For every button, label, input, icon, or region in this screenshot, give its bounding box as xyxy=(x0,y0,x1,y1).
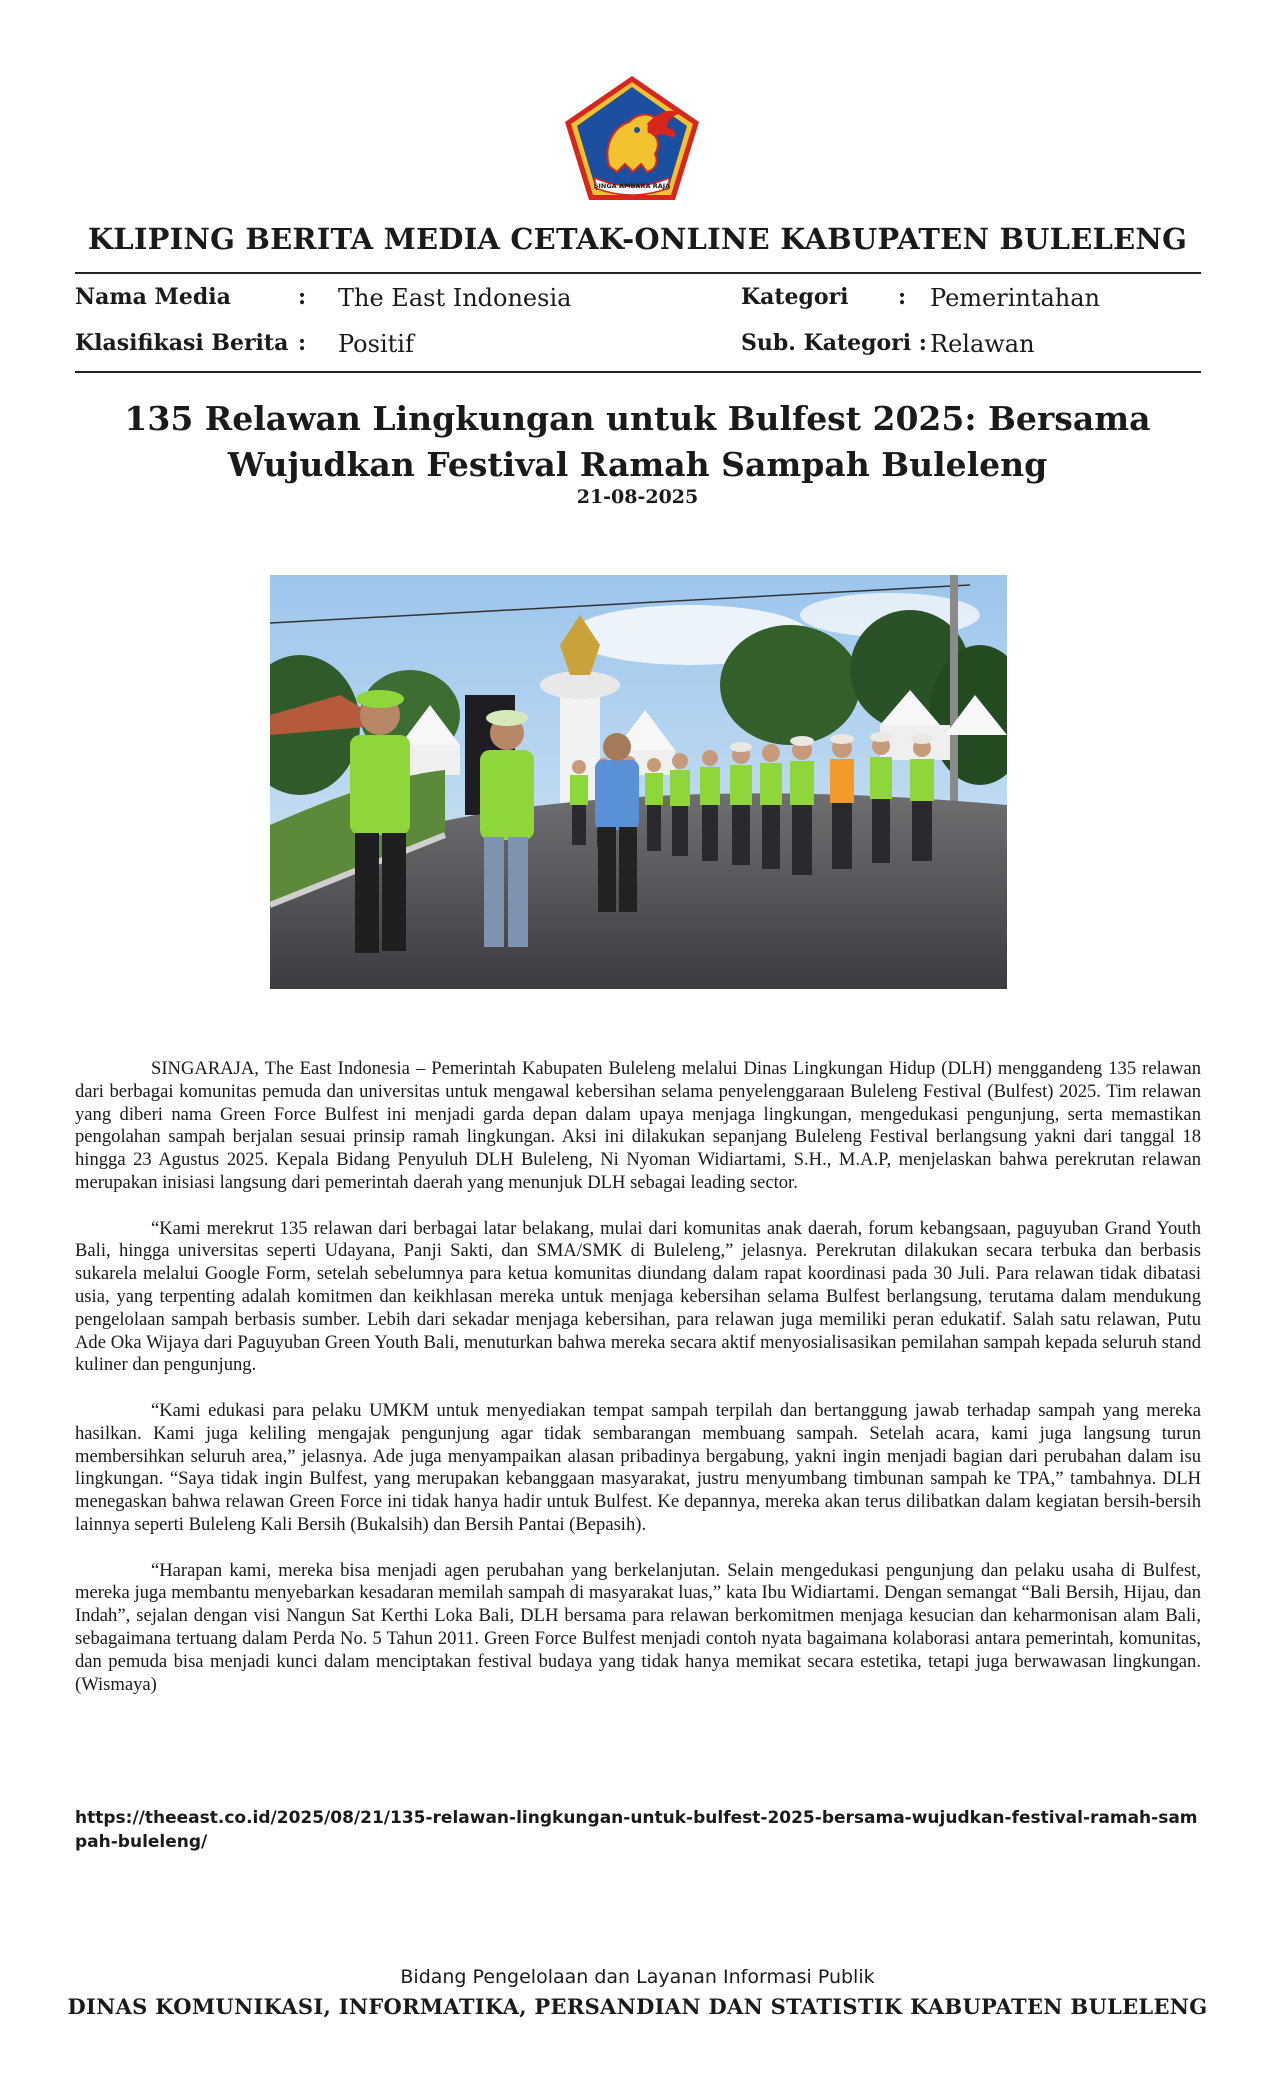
article-paragraph: “Kami merekrut 135 relawan dari berbagai latar belakang, mulai dari komunitas anak daerah, forum kebangsaan, paguyuban Grand Youth Bali, hingga universitas seperti Udayana, Panji Sakti, dan SMA/SMK di Buleleng,” jelasnya. Perekrutan dilakukan secara terbuka dan berbasis sukarela melalui Google Form, setelah sebelumnya para ketua komunitas diundang dalam rapat koordinasi pada 30 Juli. Para relawan tidak dibatasi usia, yang terpenting adalah komitmen dan keikhlasan mereka untuk menjaga kebersihan selama Bulfest berlangsung, terutama dalam mendukung pengelolaan sampah berbasis sumber. Lebih dari sekadar menjaga kebersihan, para relawan juga memiliki peran edukatif. Salah satu relawan, Putu Ade Oka Wijaya dari Paguyuban Green Youth Bali, menuturkan bahwa mereka secara aktif menyosialisasikan pemilahan sampah kepada seluruh stand kuliner dan pengunjung. xyxy=(75,1217,1201,1376)
classification-label: Klasifikasi Berita xyxy=(75,330,289,356)
footer-division: Bidang Pengelolaan dan Layanan Informasi Publik xyxy=(400,1966,875,1988)
category-colon: : xyxy=(898,284,907,310)
header-divider-bottom xyxy=(75,371,1201,373)
article-paragraph: “Harapan kami, mereka bisa menjadi agen perubahan yang berkelanjutan. Selain mengedukasi pengunjung dan pelaku usaha di Bulfest, mereka juga membantu menyebarkan kesadaran memilah sampah di masyarakat luas,” kata Ibu Widiartami. Dengan semangat “Bali Bersih, Hijau, dan Indah”, sejalan dengan visi Nangun Sat Kerthi Loka Bali, DLH bersama para relawan berkomitmen menjaga kesucian dan keharmonisan alam Bali, sebagaimana tertuang dalam Perda No. 5 Tahun 2011. Green Force Bulfest menjadi contoh nyata bagaimana kolaborasi antara pemerintah, komunitas, dan pemuda bisa menjadi kunci dalam menciptakan festival budaya yang tidak hanya memikat secara estetika, tetapi juga berwawasan lingkungan.(Wismaya) xyxy=(75,1559,1201,1695)
category-label: Kategori xyxy=(741,284,849,310)
document-heading: KLIPING BERITA MEDIA CETAK-ONLINE KABUPATEN BULELENG xyxy=(87,222,1188,256)
buleleng-regency-emblem xyxy=(563,74,701,202)
header-divider-top xyxy=(75,272,1201,274)
classification-value: Positif xyxy=(338,330,414,358)
media-name-value: The East Indonesia xyxy=(338,284,572,312)
category-value: Pemerintahan xyxy=(930,284,1101,312)
svg-text:SINGA AMBARA RAJA: SINGA AMBARA RAJA xyxy=(593,182,671,190)
classification-colon: : xyxy=(298,330,307,356)
media-name-label: Nama Media xyxy=(75,284,231,310)
footer-agency: DINAS KOMUNIKASI, INFORMATIKA, PERSANDIAN DAN STATISTIK KABUPATEN BULELENG xyxy=(67,1994,1208,2019)
source-url-link[interactable]: https://theeast.co.id/2025/08/21/135-relawan-lingkungan-untuk-bulfest-2025-bersama-wujudkan-festival-ramah-sampah-buleleng/ xyxy=(75,1808,1198,1852)
subcategory-label: Sub. Kategori : xyxy=(741,330,927,356)
article-body xyxy=(75,1058,1201,1719)
article-paragraph: SINGARAJA, The East Indonesia – Pemerintah Kabupaten Buleleng melalui Dinas Lingkungan Hidup (DLH) menggandeng 135 relawan dari berbagai komunitas pemuda dan universitas untuk mengawal kebersihan selama penyelenggaraan Buleleng Festival (Bulfest) 2025. Tim relawan yang diberi nama Green Force Bulfest ini menjadi garda depan dalam upaya menjaga lingkungan, mengedukasi pengunjung, serta memastikan pengolahan sampah berjalan sesuai prinsip ramah lingkungan. Aksi ini dilakukan sepanjang Buleleng Festival berlangsung yakni dari tanggal 18 hingga 23 Agustus 2025. Kepala Bidang Penyuluh DLH Buleleng, Ni Nyoman Widiartami, S.H., M.A.P, menjelaskan bahwa perekrutan relawan merupakan inisiasi langsung dari pemerintah daerah yang menunjuk DLH sebagai leading sector. xyxy=(75,1058,1201,1193)
subcategory-value: Relawan xyxy=(930,330,1035,358)
article-photo xyxy=(270,575,1007,989)
article-date: 21-08-2025 xyxy=(576,486,699,508)
article-paragraph: “Kami edukasi para pelaku UMKM untuk menyediakan tempat sampah terpilah dan bertanggung jawab terhadap sampah yang mereka hasilkan. Kami juga keliling mengajak pengunjung agar tidak sembarangan membuang sampah. Setelah acara, kami juga langsung turun membersihkan seluruh area,” jelasnya. Ade juga menyampaikan alasan pribadinya bergabung, yakni ingin menjadi bagian dari perubahan dalam isu lingkungan. “Saya tidak ingin Bulfest, yang merupakan kebanggaan masyarakat, justru menyumbang timbunan sampah ke TPA,” tambahnya. DLH menegaskan bahwa relawan Green Force ini tidak hanya hadir untuk Bulfest. Ke depannya, mereka akan terus dilibatkan dalam kegiatan bersih-bersih lainnya seperti Buleleng Kali Bersih (Bukalsih) dan Bersih Pantai (Bepasih). xyxy=(75,1399,1201,1535)
article-title: 135 Relawan Lingkungan untuk Bulfest 2025: Bersama Wujudkan Festival Ramah Sampah Buleleng xyxy=(124,399,1151,484)
volunteers-photo-illustration xyxy=(270,575,1007,989)
media-name-colon: : xyxy=(298,284,307,310)
emblem-icon xyxy=(563,74,701,202)
